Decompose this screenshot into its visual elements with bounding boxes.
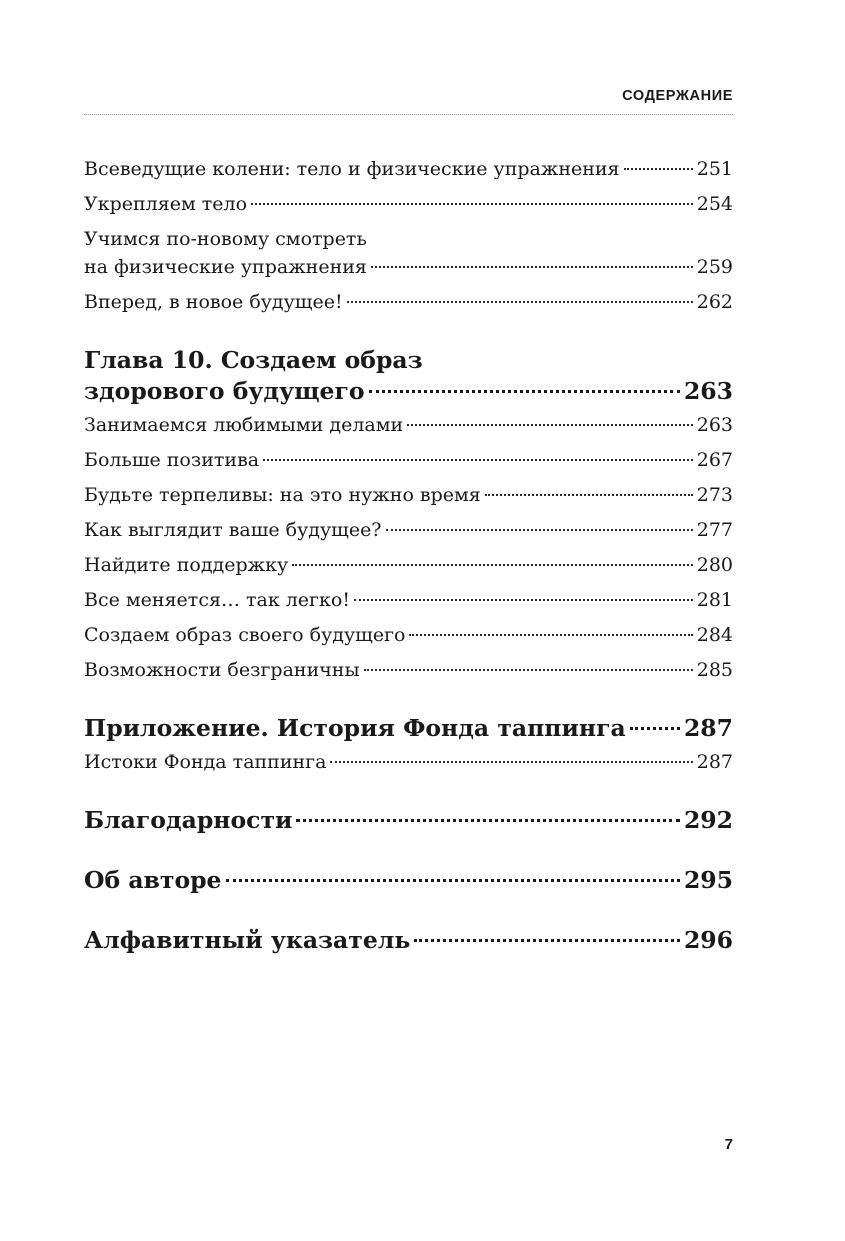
toc-entry[interactable]	[84, 446, 733, 474]
dot-leader	[226, 879, 680, 882]
toc-entry-page: 284	[696, 624, 733, 646]
toc-entry[interactable]	[84, 288, 733, 316]
toc-entry[interactable]	[84, 411, 733, 439]
toc-entry-title: Больше позитива	[84, 449, 260, 471]
dot-leader	[364, 669, 693, 671]
toc-entry[interactable]	[84, 551, 733, 579]
dot-leader	[371, 266, 693, 268]
running-head: СОДЕРЖАНИЕ	[622, 88, 733, 104]
about-author-page: 295	[683, 866, 733, 894]
toc-entry-page: 281	[696, 589, 733, 611]
toc-entry-page: 267	[696, 449, 733, 471]
dot-leader	[414, 939, 680, 942]
toc-entry[interactable]	[84, 225, 733, 281]
dot-leader	[354, 599, 693, 601]
toc-entry[interactable]	[84, 621, 733, 649]
toc-acknowledgements[interactable]	[84, 805, 733, 836]
dot-leader	[330, 761, 692, 763]
about-author-title: Об авторе	[84, 866, 222, 894]
spacer	[84, 843, 733, 865]
appendix-page: 287	[683, 714, 733, 742]
appendix-title: Приложение. История Фонда таппинга	[84, 714, 626, 742]
dot-leader	[409, 634, 692, 636]
chapter-title-line2: здорового будущего	[84, 377, 365, 405]
toc-entry-title: Укрепляем тело	[84, 193, 248, 215]
toc-entry-title: Занимаемся любимыми делами	[84, 414, 404, 436]
acknowledgements-title: Благодарности	[84, 806, 293, 834]
table-of-contents	[84, 155, 733, 963]
acknowledgements-page: 292	[683, 806, 733, 834]
toc-entry-title: Возможности безграничны	[84, 659, 360, 681]
toc-entry[interactable]	[84, 748, 733, 776]
dot-leader	[630, 727, 680, 730]
toc-entry-page: 262	[696, 291, 733, 313]
spacer	[84, 903, 733, 925]
toc-entry[interactable]	[84, 516, 733, 544]
toc-entry-page: 285	[696, 659, 733, 681]
spacer	[84, 691, 733, 713]
toc-entry-page: 273	[696, 484, 733, 506]
dot-leader	[386, 529, 693, 531]
page-number: 7	[724, 1136, 733, 1153]
toc-entry-title: Создаем образ своего будущего	[84, 624, 406, 646]
toc-about-author[interactable]	[84, 865, 733, 896]
toc-entry[interactable]	[84, 155, 733, 183]
toc-entry[interactable]	[84, 586, 733, 614]
toc-entry-page: 263	[696, 414, 733, 436]
chapter-page: 263	[683, 377, 733, 405]
toc-entry[interactable]	[84, 190, 733, 218]
toc-entry-title: Истоки Фонда таппинга	[84, 751, 327, 773]
toc-index[interactable]	[84, 925, 733, 956]
toc-entry-title: Вперед, в новое будущее!	[84, 291, 343, 313]
dot-leader	[407, 424, 693, 426]
dot-leader	[485, 494, 693, 496]
dot-leader	[347, 301, 693, 303]
toc-entry-page: 251	[696, 158, 733, 180]
dot-leader	[296, 819, 679, 822]
dot-leader	[292, 564, 693, 566]
toc-appendix[interactable]	[84, 713, 733, 744]
spacer	[84, 783, 733, 805]
toc-entry-page: 280	[696, 554, 733, 576]
toc-entry[interactable]	[84, 481, 733, 509]
dot-leader	[369, 390, 680, 393]
dotted-rule	[84, 114, 733, 115]
toc-chapter[interactable]	[84, 345, 733, 407]
toc-entry-title: Всеведущие колени: тело и физические упражнения	[84, 158, 620, 180]
spacer	[84, 323, 733, 345]
index-title: Алфавитный указатель	[84, 926, 411, 954]
toc-entry-page: 287	[696, 751, 733, 773]
toc-entry-title: Как выглядит ваше будущее?	[84, 519, 382, 541]
toc-entry-page: 254	[696, 193, 733, 215]
dot-leader	[263, 459, 693, 461]
toc-entry-title-line1: Учимся по-новому смотреть	[84, 228, 367, 250]
dot-leader	[624, 168, 693, 170]
toc-entry[interactable]	[84, 656, 733, 684]
toc-entry-title: Будьте терпеливы: на это нужно время	[84, 484, 481, 506]
toc-entry-title: Найдите поддержку	[84, 554, 289, 576]
chapter-title-line1: Глава 10. Создаем образ	[84, 346, 423, 374]
toc-entry-title: Все меняется… так легко!	[84, 589, 350, 611]
toc-entry-page: 277	[696, 519, 733, 541]
toc-entry-title-line2: на физические упражнения	[84, 256, 367, 278]
dot-leader	[251, 203, 693, 205]
index-page: 296	[683, 926, 733, 954]
toc-entry-page: 259	[696, 256, 733, 278]
